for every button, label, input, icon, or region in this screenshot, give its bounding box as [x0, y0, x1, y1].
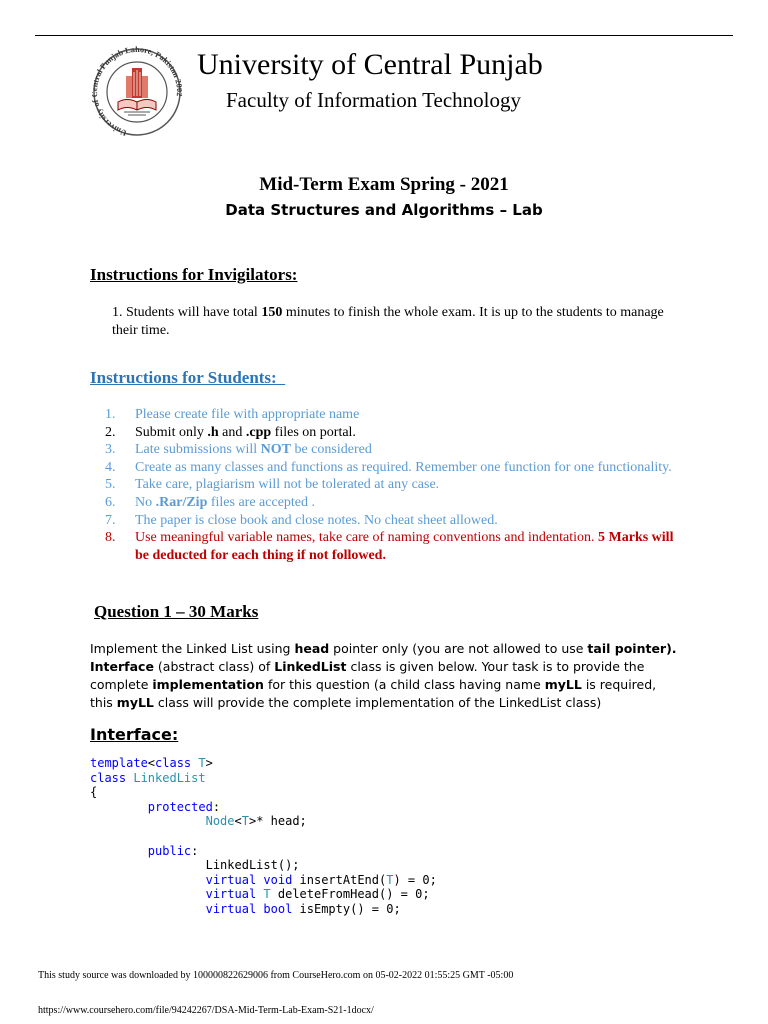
list-item	[105, 476, 685, 494]
item-text: Create as many classes and functions as required. Remember one function for one functionality.	[135, 459, 672, 475]
item-text: Late submissions will NOT be considered	[135, 442, 372, 458]
item-number: 5.	[105, 477, 116, 493]
list-item	[105, 512, 685, 530]
code-block: template<class T> class LinkedList { protected: Node<T>* head; public: LinkedList(); virtual void insertAtEnd(T) = 0; virtual T deleteFromHead() = 0; virtual bool isEmpty() = 0;	[90, 756, 437, 916]
top-rule	[35, 35, 733, 36]
item-number: 1.	[105, 407, 116, 422]
item-text: No .Rar/Zip files are accepted .	[135, 494, 316, 510]
list-item	[105, 406, 685, 424]
student-instructions-heading: Instructions for Students:	[90, 368, 286, 387]
source-url-link[interactable]: https://www.coursehero.com/file/94242267/DSA-Mid-Term-Lab-Exam-S21-1docx/	[38, 1005, 374, 1016]
logo-ring-text: University o tral Punjab Lahore, Pakistan	[92, 44, 181, 138]
question-1-text: Implement the Linked List using head pointer only (you are not allowed to use tail pointer). Interface (abstract class) of LinkedList class is given below. Your task is to provide the complete implementation for this question (a child class having name myLL is required, this myLL class will provide the complete implementation of the LinkedList class)	[90, 641, 677, 710]
list-item	[105, 459, 685, 477]
university-logo	[92, 44, 182, 140]
exam-title: Mid-Term Exam Spring - 2021	[259, 174, 509, 195]
item-number: 1.	[112, 305, 123, 320]
item-text: minutes to finish the whole exam. It is up to the students to manage their time.	[112, 305, 664, 338]
invigilator-instruction-item	[112, 304, 672, 340]
item-text: Submit only .h and .cpp files on portal.	[135, 424, 356, 440]
list-item	[105, 424, 685, 442]
item-number: 8.	[105, 530, 116, 546]
item-number: 4.	[105, 459, 116, 475]
item-number: 6.	[105, 494, 116, 510]
item-number: 2.	[105, 424, 116, 440]
faculty-title: Faculty of Information Technology	[226, 88, 521, 112]
university-title: University of Central Punjab	[197, 48, 543, 81]
invigilator-instructions-heading: Instructions for Invigilators:	[90, 265, 298, 284]
item-text: Use meaningful variable names, take care of naming conventions and indentation. 5 Marks will be deducted for each thing if not followed.	[135, 530, 674, 563]
item-text: Students will have total	[126, 305, 262, 320]
student-instructions-list	[105, 406, 685, 564]
item-bold: 150	[261, 305, 283, 320]
item-number: 3.	[105, 442, 116, 458]
item-text: Please create file with appropriate name	[135, 407, 360, 422]
list-item	[105, 441, 685, 459]
question-1-heading: Question 1 – 30 Marks	[94, 602, 259, 621]
download-source-note: This study source was downloaded by 100000822629006 from CourseHero.com on 05-02-2022 01:55:25 GMT -05:00	[38, 970, 514, 981]
exam-subtitle: Data Structures and Algorithms – Lab	[225, 201, 543, 219]
list-item	[105, 494, 685, 512]
list-item	[105, 529, 685, 564]
item-number: 7.	[105, 512, 116, 528]
item-text: The paper is close book and close notes. No cheat sheet allowed.	[135, 512, 498, 528]
interface-heading: Interface:	[90, 725, 179, 744]
item-text: Take care, plagiarism will not be tolerated at any case.	[135, 477, 440, 493]
